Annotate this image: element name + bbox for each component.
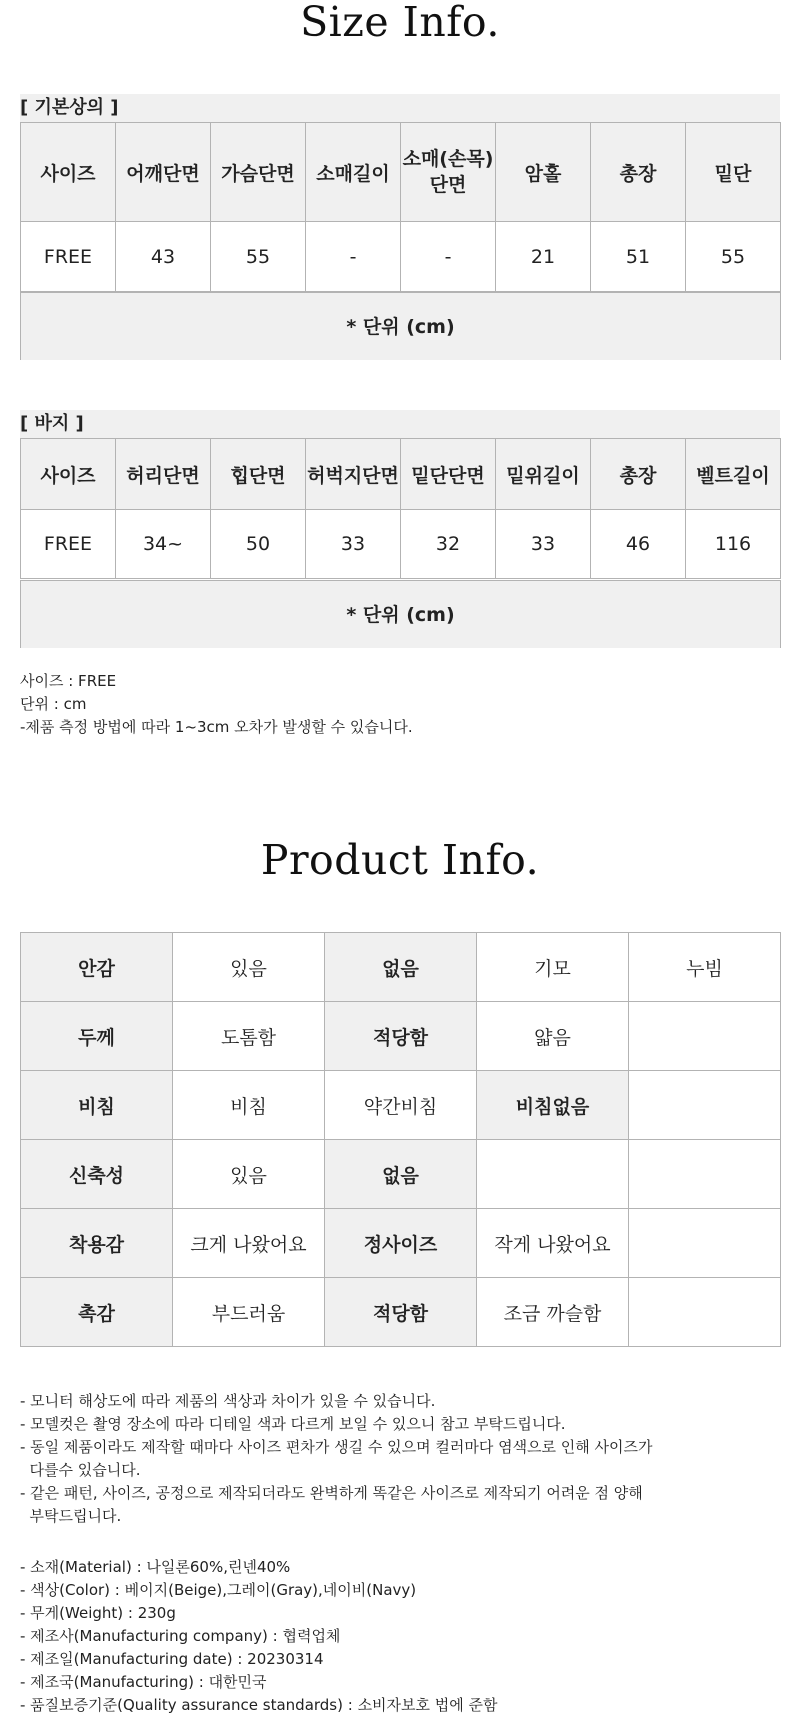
top-size-table xyxy=(20,122,781,292)
size-header-cell: 소매길이 xyxy=(306,123,401,222)
spec-notes xyxy=(20,1556,780,1717)
note-line: - 동일 제품이라도 제작할 때마다 사이즈 편차가 생길 수 있으며 컬러마다 염색으로 인해 사이즈가 xyxy=(20,1438,653,1456)
product-attr-row xyxy=(21,933,781,1002)
size-value-cell: 51 xyxy=(591,222,686,292)
product-attr-label: 비침 xyxy=(21,1071,173,1140)
note-line: -제품 측정 방법에 따라 1~3cm 오차가 발생할 수 있습니다. xyxy=(20,718,413,736)
product-attr-option: 조금 까슬함 xyxy=(477,1278,629,1347)
note-line: 부탁드립니다. xyxy=(20,1507,122,1525)
size-value-cell: 55 xyxy=(686,222,781,292)
size-value-cell: 46 xyxy=(591,510,686,579)
product-attr-option xyxy=(629,1002,781,1071)
pants-size-header-row xyxy=(21,439,781,510)
size-header-cell: 허벅지단면 xyxy=(306,439,401,510)
product-attr-option: 기모 xyxy=(477,933,629,1002)
size-notes xyxy=(20,670,780,739)
product-attr-label: 착용감 xyxy=(21,1209,173,1278)
product-attr-label: 촉감 xyxy=(21,1278,173,1347)
size-header-cell: 벨트길이 xyxy=(686,439,781,510)
product-attr-row xyxy=(21,1140,781,1209)
note-line: 사이즈 : FREE xyxy=(20,672,117,690)
size-value-cell: FREE xyxy=(21,222,116,292)
size-value-cell: 34~ xyxy=(116,510,211,579)
note-line: 단위 : cm xyxy=(20,695,87,713)
size-header-cell: 허리단면 xyxy=(116,439,211,510)
note-line: - 제조사(Manufacturing company) : 협력업체 xyxy=(20,1627,341,1645)
size-info-title: Size Info. xyxy=(300,0,500,46)
product-attr-option-selected: 정사이즈 xyxy=(325,1209,477,1278)
size-value-cell: 116 xyxy=(686,510,781,579)
top-size-label: [ 기본상의 ] xyxy=(20,94,780,122)
product-attr-option-selected: 없음 xyxy=(325,933,477,1002)
size-value-cell: 50 xyxy=(211,510,306,579)
top-size-value-row xyxy=(21,222,781,292)
product-attr-option xyxy=(629,1278,781,1347)
top-size-header-row xyxy=(21,123,781,222)
product-attr-row xyxy=(21,1209,781,1278)
note-line: - 색상(Color) : 베이지(Beige),그레이(Gray),네이비(Navy) xyxy=(20,1581,417,1599)
size-value-cell: 33 xyxy=(306,510,401,579)
product-attr-option: 부드러움 xyxy=(173,1278,325,1347)
size-value-cell: FREE xyxy=(21,510,116,579)
pants-size-table xyxy=(20,438,781,579)
product-attr-option-selected: 적당함 xyxy=(325,1002,477,1071)
size-value-cell: 32 xyxy=(401,510,496,579)
product-attr-option xyxy=(629,1071,781,1140)
product-attr-option xyxy=(629,1209,781,1278)
note-line: 다를수 있습니다. xyxy=(20,1461,141,1479)
product-attr-row xyxy=(21,1002,781,1071)
size-value-cell: 55 xyxy=(211,222,306,292)
product-attr-option xyxy=(629,1140,781,1209)
product-attr-option: 얇음 xyxy=(477,1002,629,1071)
note-line: - 같은 패턴, 사이즈, 공정으로 제작되더라도 완벽하게 똑같은 사이즈로 제작되기 어려운 점 양해 xyxy=(20,1484,643,1502)
product-attr-label: 신축성 xyxy=(21,1140,173,1209)
product-attr-row xyxy=(21,1071,781,1140)
note-line: - 품질보증기준(Quality assurance standards) : 소비자보호 법에 준함 xyxy=(20,1696,498,1714)
size-value-cell: - xyxy=(306,222,401,292)
size-header-cell: 사이즈 xyxy=(21,123,116,222)
size-value-cell: 33 xyxy=(496,510,591,579)
size-header-cell: 밑단 xyxy=(686,123,781,222)
product-attr-option xyxy=(477,1140,629,1209)
size-header-cell: 가슴단면 xyxy=(211,123,306,222)
product-attr-option-selected: 없음 xyxy=(325,1140,477,1209)
top-unit-note: * 단위 (cm) xyxy=(20,292,781,360)
product-attr-option-selected: 비침없음 xyxy=(477,1071,629,1140)
product-attr-option: 있음 xyxy=(173,1140,325,1209)
note-line: - 제조국(Manufacturing) : 대한민국 xyxy=(20,1673,267,1691)
size-value-cell: 21 xyxy=(496,222,591,292)
pants-size-label: [ 바지 ] xyxy=(20,410,780,438)
note-line: - 소재(Material) : 나일론60%,린넨40% xyxy=(20,1558,291,1576)
disclaimer-notes xyxy=(20,1390,780,1528)
pants-size-value-row xyxy=(21,510,781,579)
product-attr-option: 작게 나왔어요 xyxy=(477,1209,629,1278)
size-value-cell: - xyxy=(401,222,496,292)
note-line: - 제조일(Manufacturing date) : 20230314 xyxy=(20,1650,324,1668)
size-header-cell: 총장 xyxy=(591,439,686,510)
size-value-cell: 43 xyxy=(116,222,211,292)
size-header-cell: 소매(손목) 단면 xyxy=(401,123,496,222)
product-attr-option: 크게 나왔어요 xyxy=(173,1209,325,1278)
product-attr-label: 안감 xyxy=(21,933,173,1002)
pants-unit-note: * 단위 (cm) xyxy=(20,580,781,648)
product-attr-option: 누빔 xyxy=(629,933,781,1002)
product-attr-option: 도톰함 xyxy=(173,1002,325,1071)
note-line: - 모니터 해상도에 따라 제품의 색상과 차이가 있을 수 있습니다. xyxy=(20,1392,436,1410)
product-attr-row xyxy=(21,1278,781,1347)
product-attr-option-selected: 적당함 xyxy=(325,1278,477,1347)
size-header-cell: 밑위길이 xyxy=(496,439,591,510)
note-line: - 모델컷은 촬영 장소에 따라 디테일 색과 다르게 보일 수 있으니 참고 부탁드립니다. xyxy=(20,1415,566,1433)
product-attr-label: 두께 xyxy=(21,1002,173,1071)
product-attr-option: 있음 xyxy=(173,933,325,1002)
product-info-title: Product Info. xyxy=(260,836,540,884)
product-info-table xyxy=(20,932,781,1347)
size-header-cell: 사이즈 xyxy=(21,439,116,510)
note-line: - 무게(Weight) : 230g xyxy=(20,1604,176,1622)
size-header-cell: 밑단단면 xyxy=(401,439,496,510)
product-attr-option: 비침 xyxy=(173,1071,325,1140)
size-header-cell: 암홀 xyxy=(496,123,591,222)
size-header-cell: 힙단면 xyxy=(211,439,306,510)
size-header-cell: 총장 xyxy=(591,123,686,222)
product-attr-option: 약간비침 xyxy=(325,1071,477,1140)
size-header-cell: 어깨단면 xyxy=(116,123,211,222)
